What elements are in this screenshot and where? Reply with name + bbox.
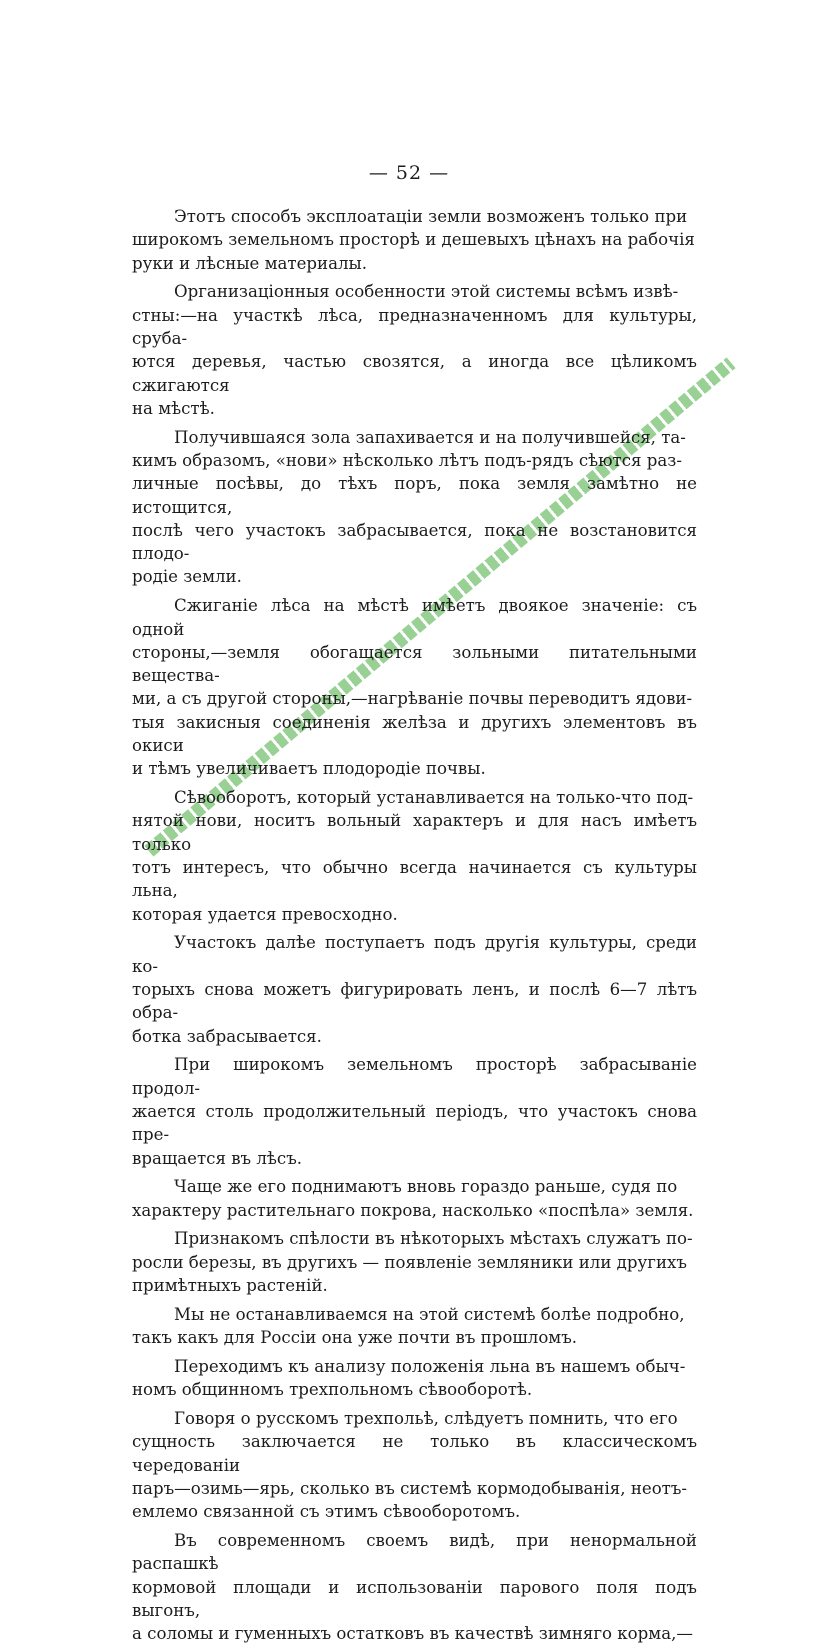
- paragraph: Сѣвооборотъ, который устанавливается на только-что под- нятой нови, носитъ вольный характеръ и для насъ имѣетъ только тотъ интересъ, что обычно всегда начинается съ культуры льна, которая удается превосходно.: [132, 788, 697, 924]
- paragraph: Мы не останавливаемся на этой системѣ болѣе подробно, такъ какъ для Россіи она уже почти въ прошломъ.: [132, 1304, 685, 1348]
- paragraph: Участокъ далѣе поступаетъ подъ другія культуры, среди ко- торыхъ снова можетъ фигурировать ленъ, и послѣ 6—7 лѣтъ обра- ботка забрасывается.: [132, 933, 697, 1046]
- paragraph: Организаціонныя особенности этой системы всѣмъ извѣ- стны:—на участкѣ лѣса, предназначенномъ для культуры, сруба- ются деревья, частью свозятся, а иногда все цѣликомъ сжигаются на мѣстѣ.: [132, 282, 697, 418]
- body-text: [132, 205, 697, 1651]
- paragraph: Признакомъ спѣлости въ нѣкоторыхъ мѣстахъ служатъ по- росли березы, въ другихъ — появленіе земляники или другихъ примѣтныхъ растеній.: [132, 1229, 693, 1296]
- paragraph: Въ современномъ своемъ видѣ, при ненормальной распашкѣ кормовой площади и использованіи парового поля подъ выгонъ, а соломы и гуменныхъ остатковъ въ качествѣ зимняго корма,—: [132, 1531, 697, 1644]
- paragraph: Этотъ способъ эксплоатаціи земли возможенъ только при широкомъ земельномъ просторѣ и дешевыхъ цѣнахъ на рабочія руки и лѣсные материалы.: [132, 207, 695, 273]
- paragraph: Чаще же его поднимаютъ вновь гораздо раньше, судя по характеру растительнаго покрова, насколько «поспѣла» земля.: [132, 1177, 694, 1220]
- paragraph: Говоря о русскомъ трехпольѣ, слѣдуетъ помнить, что его сущность заключается не только въ классическомъ чередованіи паръ—озимь—ярь, сколько въ системѣ кормодобыванія, неотъ- емлемо связанной съ этимъ сѣвооборотомъ.: [132, 1409, 697, 1522]
- paragraph: Сжиганіе лѣса на мѣстѣ имѣетъ двоякое значеніе: съ одной стороны,—земля обогащается зольными питательными вещества- ми, а съ другой стороны,—нагрѣваніе почвы переводитъ ядови- тыя закисныя соединенія желѣза и другихъ элементовъ въ окиси и тѣмъ увеличиваетъ плодородіе почвы.: [132, 596, 697, 779]
- paragraph: Получившаяся зола запахивается и на получившейся, та- кимъ образомъ, «нови» нѣсколько лѣтъ подъ-рядъ сѣются раз- личные посѣвы, до тѣхъ поръ, пока земля замѣтно не истощится, послѣ чего участокъ забрасывается, пока не возстановится плодо- родіе земли.: [132, 427, 697, 587]
- page-number: — 52 —: [368, 162, 450, 184]
- paragraph: Переходимъ къ анализу положенія льна въ нашемъ обыч- номъ общинномъ трехпольномъ сѣвооборотѣ.: [132, 1356, 686, 1400]
- paragraph: При широкомъ земельномъ просторѣ забрасываніе продол- жается столь продолжительный періодъ, что участокъ снова пре- вращается въ лѣсъ.: [132, 1055, 697, 1168]
